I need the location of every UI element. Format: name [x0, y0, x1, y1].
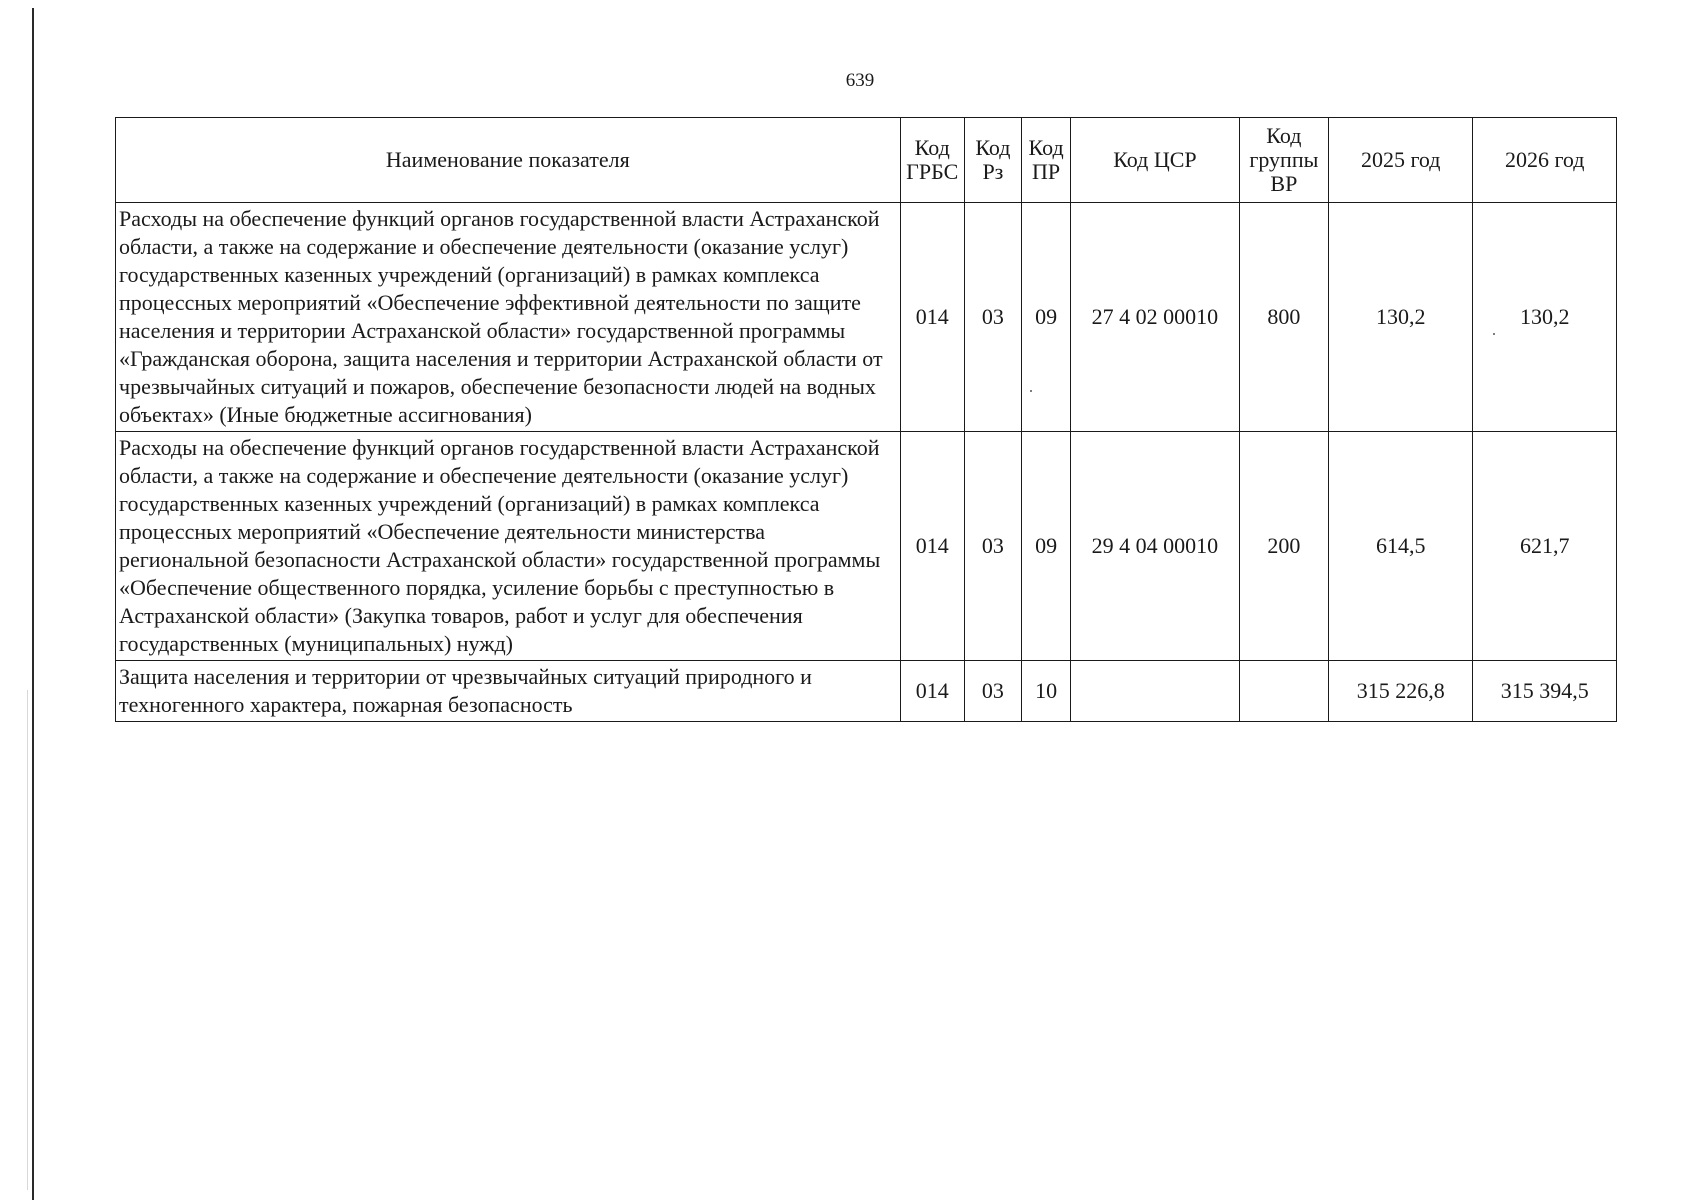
row-vr: 800 [1239, 203, 1328, 432]
row-csr: 29 4 04 00010 [1071, 432, 1240, 661]
row-pr: 09 [1022, 432, 1071, 661]
header-2026: 2026 год [1473, 118, 1617, 203]
row-2026: 130,2 [1473, 203, 1617, 432]
row-csr: 27 4 02 00010 [1071, 203, 1240, 432]
budget-table [115, 117, 1617, 722]
row-csr [1071, 661, 1240, 722]
row-name: Защита населения и территории от чрезвычайных ситуаций природного и техногенного характера, пожарная безопасность [116, 661, 901, 722]
table-row [116, 432, 1617, 661]
row-2025: 315 226,8 [1329, 661, 1473, 722]
header-rz: Код Рз [964, 118, 1021, 203]
header-pr: Код ПР [1022, 118, 1071, 203]
row-pr: 09 [1022, 203, 1071, 432]
row-grbs: 014 [900, 661, 964, 722]
scan-speck [1493, 333, 1495, 335]
header-2025: 2025 год [1329, 118, 1473, 203]
header-csr: Код ЦСР [1071, 118, 1240, 203]
row-grbs: 014 [900, 432, 964, 661]
table-row [116, 203, 1617, 432]
row-2025: 130,2 [1329, 203, 1473, 432]
page-number: 639 [845, 70, 875, 91]
row-2026: 315 394,5 [1473, 661, 1617, 722]
row-vr [1239, 661, 1328, 722]
row-rz: 03 [964, 661, 1021, 722]
scan-margin-line [32, 8, 34, 1200]
row-grbs: 014 [900, 203, 964, 432]
scan-speck [1030, 390, 1032, 392]
row-rz: 03 [964, 432, 1021, 661]
scan-margin-shadow [27, 690, 28, 1190]
table-header-row [116, 118, 1617, 203]
row-2026: 621,7 [1473, 432, 1617, 661]
header-vr: Код группы ВР [1239, 118, 1328, 203]
row-rz: 03 [964, 203, 1021, 432]
table-row [116, 661, 1617, 722]
row-name: Расходы на обеспечение функций органов государственной власти Астраханской области, а также на содержание и обеспечение деятельности (оказание услуг) государственных казенных учреждений (организаций) в рамках комплекса процессных мероприятий «Обеспечение деятельности министерства региональной безопасности Астраханской области» государственной программы «Обеспечение общественного порядка, усиление борьбы с преступностью в Астраханской области» (Закупка товаров, работ и услуг для обеспечения государственных (муниципальных) нужд) [116, 432, 901, 661]
header-grbs: Код ГРБС [900, 118, 964, 203]
row-pr: 10 [1022, 661, 1071, 722]
header-name: Наименование показателя [116, 118, 901, 203]
row-name: Расходы на обеспечение функций органов государственной власти Астраханской области, а также на содержание и обеспечение деятельности (оказание услуг) государственных казенных учреждений (организаций) в рамках комплекса процессных мероприятий «Обеспечение эффективной деятельности по защите населения и территории Астраханской области» государственной программы «Гражданская оборона, защита населения и территории Астраханской области от чрезвычайных ситуаций и пожаров, обеспечение безопасности людей на водных объектах» (Иные бюджетные ассигнования) [116, 203, 901, 432]
row-2025: 614,5 [1329, 432, 1473, 661]
row-vr: 200 [1239, 432, 1328, 661]
